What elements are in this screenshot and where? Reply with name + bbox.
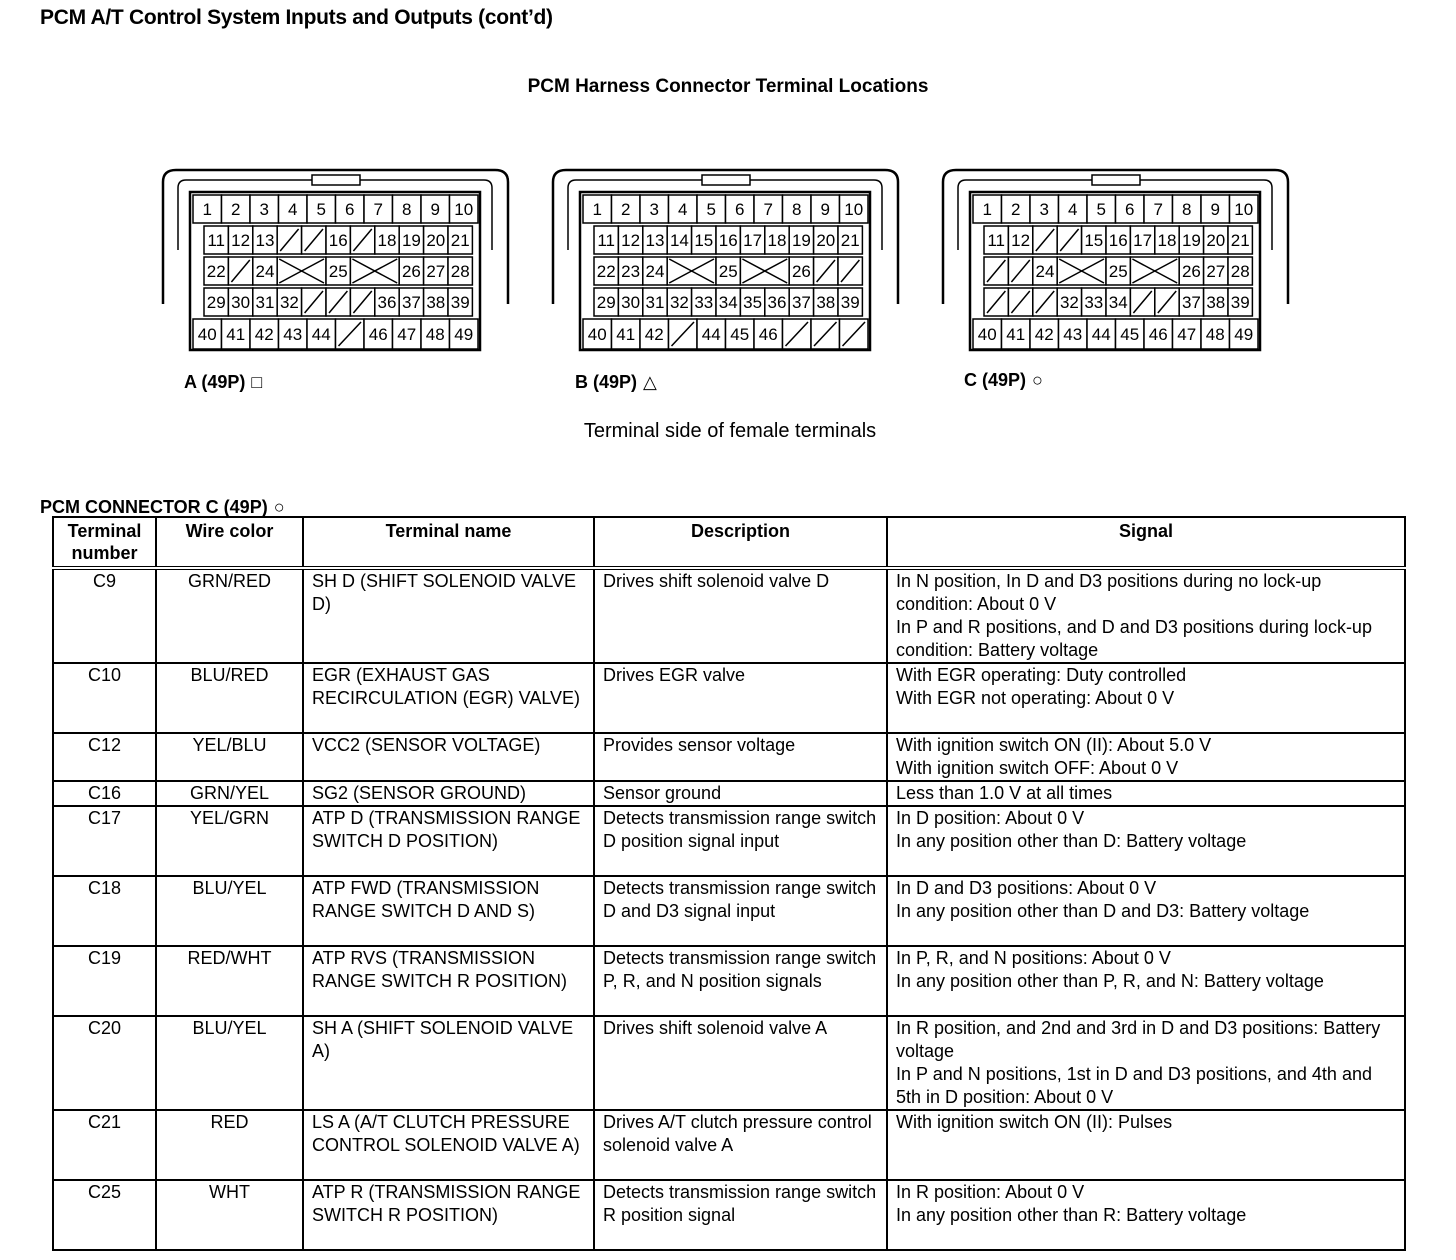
terminal-number: 41 xyxy=(616,325,636,344)
terminal-number: 42 xyxy=(644,325,664,344)
description-cell: Provides sensor voltage xyxy=(594,733,887,781)
terminal-number: 29 xyxy=(206,293,226,312)
terminal-number: 43 xyxy=(1063,325,1083,344)
terminal-number: 21 xyxy=(1230,231,1250,250)
terminal-cell: C16 xyxy=(53,781,156,806)
description-cell: Detects transmission range switch R position signal xyxy=(594,1180,887,1250)
terminal-number: 16 xyxy=(328,231,348,250)
terminal-number: 14 xyxy=(669,231,689,250)
terminal-name-cell: EGR (EXHAUST GAS RECIRCULATION (EGR) VALVE) xyxy=(303,663,594,733)
terminal-number: 44 xyxy=(1091,325,1111,344)
terminal-number: 47 xyxy=(1177,325,1197,344)
terminal-number: 1 xyxy=(202,200,212,219)
table-row xyxy=(53,733,1405,781)
caption: Terminal side of female terminals xyxy=(583,420,877,442)
wire-color-cell: YEL/GRN xyxy=(156,806,303,876)
terminal-number: 38 xyxy=(1206,293,1226,312)
terminal-number: 1 xyxy=(592,200,602,219)
connector-latch xyxy=(1092,175,1140,185)
terminal-name-cell: ATP FWD (TRANSMISSION RANGE SWITCH D AND S) xyxy=(303,876,594,946)
circle-icon: ○ xyxy=(1032,370,1043,390)
terminal-number: 41 xyxy=(226,325,246,344)
table-row xyxy=(53,1016,1405,1110)
signal-cell: In N position, In D and D3 positions during no lock-up condition: About 0 V In P and R positions, and D and D3 positions during lock-up condition: Battery voltage xyxy=(887,568,1405,663)
description-cell: Drives A/T clutch pressure control solenoid valve A xyxy=(594,1110,887,1180)
terminal-number: 27 xyxy=(1206,262,1226,281)
terminal-number: 18 xyxy=(1157,231,1177,250)
wire-color-cell: GRN/RED xyxy=(156,568,303,663)
signal-cell: In D and D3 positions: About 0 V In any position other than D and D3: Battery voltage xyxy=(887,876,1405,946)
terminal-number: 9 xyxy=(820,200,830,219)
terminal-number: 45 xyxy=(730,325,750,344)
signal-cell: With ignition switch ON (II): About 5.0 V With ignition switch OFF: About 0 V xyxy=(887,733,1405,781)
terminal-number: 27 xyxy=(426,262,446,281)
pin-table xyxy=(52,516,1406,1251)
terminal-number: 7 xyxy=(1153,200,1163,219)
wire-color-cell: BLU/YEL xyxy=(156,876,303,946)
terminal-number: 39 xyxy=(840,293,860,312)
terminal-number: 6 xyxy=(345,200,355,219)
terminal-name-cell: LS A (A/T CLUTCH PRESSURE CONTROL SOLENOID VALVE A) xyxy=(303,1110,594,1180)
terminal-number: 10 xyxy=(454,200,474,219)
terminal-number: 3 xyxy=(259,200,269,219)
terminal-number: 17 xyxy=(1133,231,1153,250)
terminal-number: 28 xyxy=(450,262,470,281)
terminal-number: 12 xyxy=(231,231,251,250)
terminal-number: 34 xyxy=(1108,293,1128,312)
terminal-number: 34 xyxy=(718,293,738,312)
terminal-number: 20 xyxy=(426,231,446,250)
header-description: Description xyxy=(594,517,887,568)
terminal-number: 18 xyxy=(377,231,397,250)
terminal-cell: C10 xyxy=(53,663,156,733)
signal-cell: With ignition switch ON (II): Pulses xyxy=(887,1110,1405,1180)
terminal-number: 30 xyxy=(621,293,641,312)
terminal-number: 32 xyxy=(669,293,689,312)
terminal-name-cell: SG2 (SENSOR GROUND) xyxy=(303,781,594,806)
terminal-cell: C19 xyxy=(53,946,156,1016)
terminal-number: 10 xyxy=(1234,200,1254,219)
table-row xyxy=(53,1110,1405,1180)
terminal-number: 7 xyxy=(763,200,773,219)
terminal-number: 36 xyxy=(377,293,397,312)
terminal-number: 15 xyxy=(1084,231,1104,250)
terminal-number: 7 xyxy=(373,200,383,219)
terminal-number: 43 xyxy=(283,325,303,344)
section-title: PCM Harness Connector Terminal Locations xyxy=(527,76,929,97)
terminal-number: 25 xyxy=(328,262,348,281)
wire-color-cell: RED/WHT xyxy=(156,946,303,1016)
terminal-number: 8 xyxy=(1182,200,1192,219)
terminal-number: 46 xyxy=(758,325,778,344)
terminal-number: 24 xyxy=(645,262,665,281)
table-header-row xyxy=(53,517,1405,568)
terminal-number: 19 xyxy=(791,231,811,250)
terminal-name-cell: ATP D (TRANSMISSION RANGE SWITCH D POSITION) xyxy=(303,806,594,876)
terminal-number: 49 xyxy=(1234,325,1254,344)
terminal-number: 9 xyxy=(430,200,440,219)
page-title: PCM A/T Control System Inputs and Outputs (cont’d) xyxy=(40,6,553,29)
header-signal: Signal xyxy=(887,517,1405,568)
terminal-name-cell: ATP R (TRANSMISSION RANGE SWITCH R POSITION) xyxy=(303,1180,594,1250)
table-title: PCM CONNECTOR C (49P) ○ xyxy=(40,497,285,517)
description-cell: Sensor ground xyxy=(594,781,887,806)
wire-color-cell: GRN/YEL xyxy=(156,781,303,806)
description-cell: Drives shift solenoid valve A xyxy=(594,1016,887,1110)
table-row xyxy=(53,946,1405,1016)
terminal-number: 11 xyxy=(597,231,616,250)
signal-cell: In P, R, and N positions: About 0 V In any position other than P, R, and N: Battery voltage xyxy=(887,946,1405,1016)
terminal-number: 15 xyxy=(694,231,714,250)
terminal-cell: C25 xyxy=(53,1180,156,1250)
terminal-number: 25 xyxy=(1108,262,1128,281)
terminal-number: 40 xyxy=(977,325,997,344)
wire-color-cell: BLU/RED xyxy=(156,663,303,733)
terminal-number: 49 xyxy=(454,325,474,344)
wire-color-cell: YEL/BLU xyxy=(156,733,303,781)
terminal-number: 4 xyxy=(1068,200,1078,219)
table-row xyxy=(53,876,1405,946)
terminal-number: 11 xyxy=(987,231,1006,250)
terminal-number: 6 xyxy=(735,200,745,219)
terminal-number: 24 xyxy=(1035,262,1055,281)
terminal-number: 38 xyxy=(426,293,446,312)
terminal-number: 39 xyxy=(450,293,470,312)
terminal-number: 26 xyxy=(401,262,421,281)
description-cell: Detects transmission range switch D position signal input xyxy=(594,806,887,876)
terminal-number: 46 xyxy=(368,325,388,344)
connector-latch xyxy=(312,175,360,185)
terminal-number: 26 xyxy=(1181,262,1201,281)
connector-b-label: B (49P) △ xyxy=(575,372,657,392)
table-row xyxy=(53,663,1405,733)
signal-cell: In R position: About 0 V In any position other than R: Battery voltage xyxy=(887,1180,1405,1250)
terminal-number: 32 xyxy=(1059,293,1079,312)
header-wire-color: Wire color xyxy=(156,517,303,568)
terminal-number: 5 xyxy=(1096,200,1106,219)
terminal-number: 44 xyxy=(311,325,331,344)
terminal-number: 20 xyxy=(1206,231,1226,250)
terminal-number: 44 xyxy=(701,325,721,344)
terminal-number: 40 xyxy=(197,325,217,344)
terminal-number: 2 xyxy=(231,200,241,219)
terminal-number: 13 xyxy=(255,231,275,250)
terminal-number: 22 xyxy=(206,262,226,281)
terminal-cell: C18 xyxy=(53,876,156,946)
wire-color-cell: WHT xyxy=(156,1180,303,1250)
terminal-cell: C12 xyxy=(53,733,156,781)
signal-cell: In D position: About 0 V In any position other than D: Battery voltage xyxy=(887,806,1405,876)
terminal-number: 42 xyxy=(254,325,274,344)
terminal-number: 21 xyxy=(840,231,860,250)
terminal-number: 1 xyxy=(982,200,992,219)
terminal-number: 2 xyxy=(1011,200,1021,219)
terminal-number: 21 xyxy=(450,231,470,250)
description-cell: Drives shift solenoid valve D xyxy=(594,568,887,663)
terminal-number: 33 xyxy=(1084,293,1104,312)
terminal-number: 10 xyxy=(844,200,864,219)
terminal-number: 47 xyxy=(397,325,417,344)
terminal-name-cell: SH D (SHIFT SOLENOID VALVE D) xyxy=(303,568,594,663)
header-terminal-name: Terminal name xyxy=(303,517,594,568)
terminal-number: 32 xyxy=(279,293,299,312)
terminal-number: 8 xyxy=(792,200,802,219)
terminal-number: 22 xyxy=(596,262,616,281)
wire-color-cell: RED xyxy=(156,1110,303,1180)
terminal-number: 24 xyxy=(255,262,275,281)
terminal-number: 39 xyxy=(1230,293,1250,312)
terminal-number: 28 xyxy=(1230,262,1250,281)
description-cell: Detects transmission range switch P, R, and N position signals xyxy=(594,946,887,1016)
header-terminal-number: Terminal number xyxy=(53,517,156,568)
terminal-number: 6 xyxy=(1125,200,1135,219)
terminal-number: 26 xyxy=(791,262,811,281)
signal-cell: With EGR operating: Duty controlled With EGR not operating: About 0 V xyxy=(887,663,1405,733)
terminal-number: 5 xyxy=(316,200,326,219)
terminal-number: 33 xyxy=(694,293,714,312)
terminal-number: 46 xyxy=(1148,325,1168,344)
connector-latch xyxy=(702,175,750,185)
terminal-number: 45 xyxy=(1120,325,1140,344)
terminal-name-cell: VCC2 (SENSOR VOLTAGE) xyxy=(303,733,594,781)
terminal-number: 20 xyxy=(816,231,836,250)
terminal-number: 41 xyxy=(1006,325,1026,344)
terminal-number: 12 xyxy=(621,231,641,250)
signal-cell: Less than 1.0 V at all times xyxy=(887,781,1405,806)
connector-a-label: A (49P) □ xyxy=(184,372,263,392)
connector-c-label: C (49P) ○ xyxy=(964,370,1043,390)
terminal-number: 30 xyxy=(231,293,251,312)
terminal-number: 37 xyxy=(401,293,421,312)
terminal-number: 31 xyxy=(255,293,275,312)
terminal-number: 31 xyxy=(645,293,665,312)
terminal-number: 37 xyxy=(791,293,811,312)
table-row xyxy=(53,568,1405,663)
terminal-name-cell: SH A (SHIFT SOLENOID VALVE A) xyxy=(303,1016,594,1110)
terminal-number: 48 xyxy=(425,325,445,344)
terminal-cell: C20 xyxy=(53,1016,156,1110)
terminal-number: 16 xyxy=(1108,231,1128,250)
terminal-number: 19 xyxy=(401,231,421,250)
terminal-number: 37 xyxy=(1181,293,1201,312)
description-cell: Detects transmission range switch D and D3 signal input xyxy=(594,876,887,946)
terminal-number: 19 xyxy=(1181,231,1201,250)
terminal-number: 40 xyxy=(587,325,607,344)
wire-color-cell: BLU/YEL xyxy=(156,1016,303,1110)
terminal-cell: C17 xyxy=(53,806,156,876)
terminal-number: 8 xyxy=(402,200,412,219)
terminal-cell: C21 xyxy=(53,1110,156,1180)
terminal-number: 18 xyxy=(767,231,787,250)
terminal-number: 36 xyxy=(767,293,787,312)
terminal-cell: C9 xyxy=(53,568,156,663)
terminal-number: 35 xyxy=(743,293,763,312)
terminal-number: 38 xyxy=(816,293,836,312)
terminal-number: 48 xyxy=(1205,325,1225,344)
terminal-number: 13 xyxy=(645,231,665,250)
terminal-number: 16 xyxy=(718,231,738,250)
terminal-number: 23 xyxy=(621,262,641,281)
description-cell: Drives EGR valve xyxy=(594,663,887,733)
square-icon: □ xyxy=(251,372,263,392)
terminal-number: 12 xyxy=(1011,231,1031,250)
table-row xyxy=(53,1180,1405,1250)
terminal-number: 42 xyxy=(1034,325,1054,344)
table-row xyxy=(53,781,1405,806)
terminal-number: 3 xyxy=(649,200,659,219)
terminal-name-cell: ATP RVS (TRANSMISSION RANGE SWITCH R POSITION) xyxy=(303,946,594,1016)
table-row xyxy=(53,806,1405,876)
signal-cell: In R position, and 2nd and 3rd in D and D3 positions: Battery voltage In P and N positions, 1st in D and D3 positions, and 4th and 5th in D position: About 0 V xyxy=(887,1016,1405,1110)
triangle-icon: △ xyxy=(643,372,657,392)
terminal-number: 4 xyxy=(678,200,688,219)
terminal-number: 5 xyxy=(706,200,716,219)
terminal-number: 11 xyxy=(207,231,226,250)
terminal-number: 9 xyxy=(1210,200,1220,219)
terminal-number: 4 xyxy=(288,200,298,219)
terminal-number: 2 xyxy=(621,200,631,219)
terminal-number: 17 xyxy=(743,231,763,250)
circle-icon: ○ xyxy=(273,497,285,517)
terminal-number: 29 xyxy=(596,293,616,312)
terminal-number: 3 xyxy=(1039,200,1049,219)
terminal-number: 25 xyxy=(718,262,738,281)
